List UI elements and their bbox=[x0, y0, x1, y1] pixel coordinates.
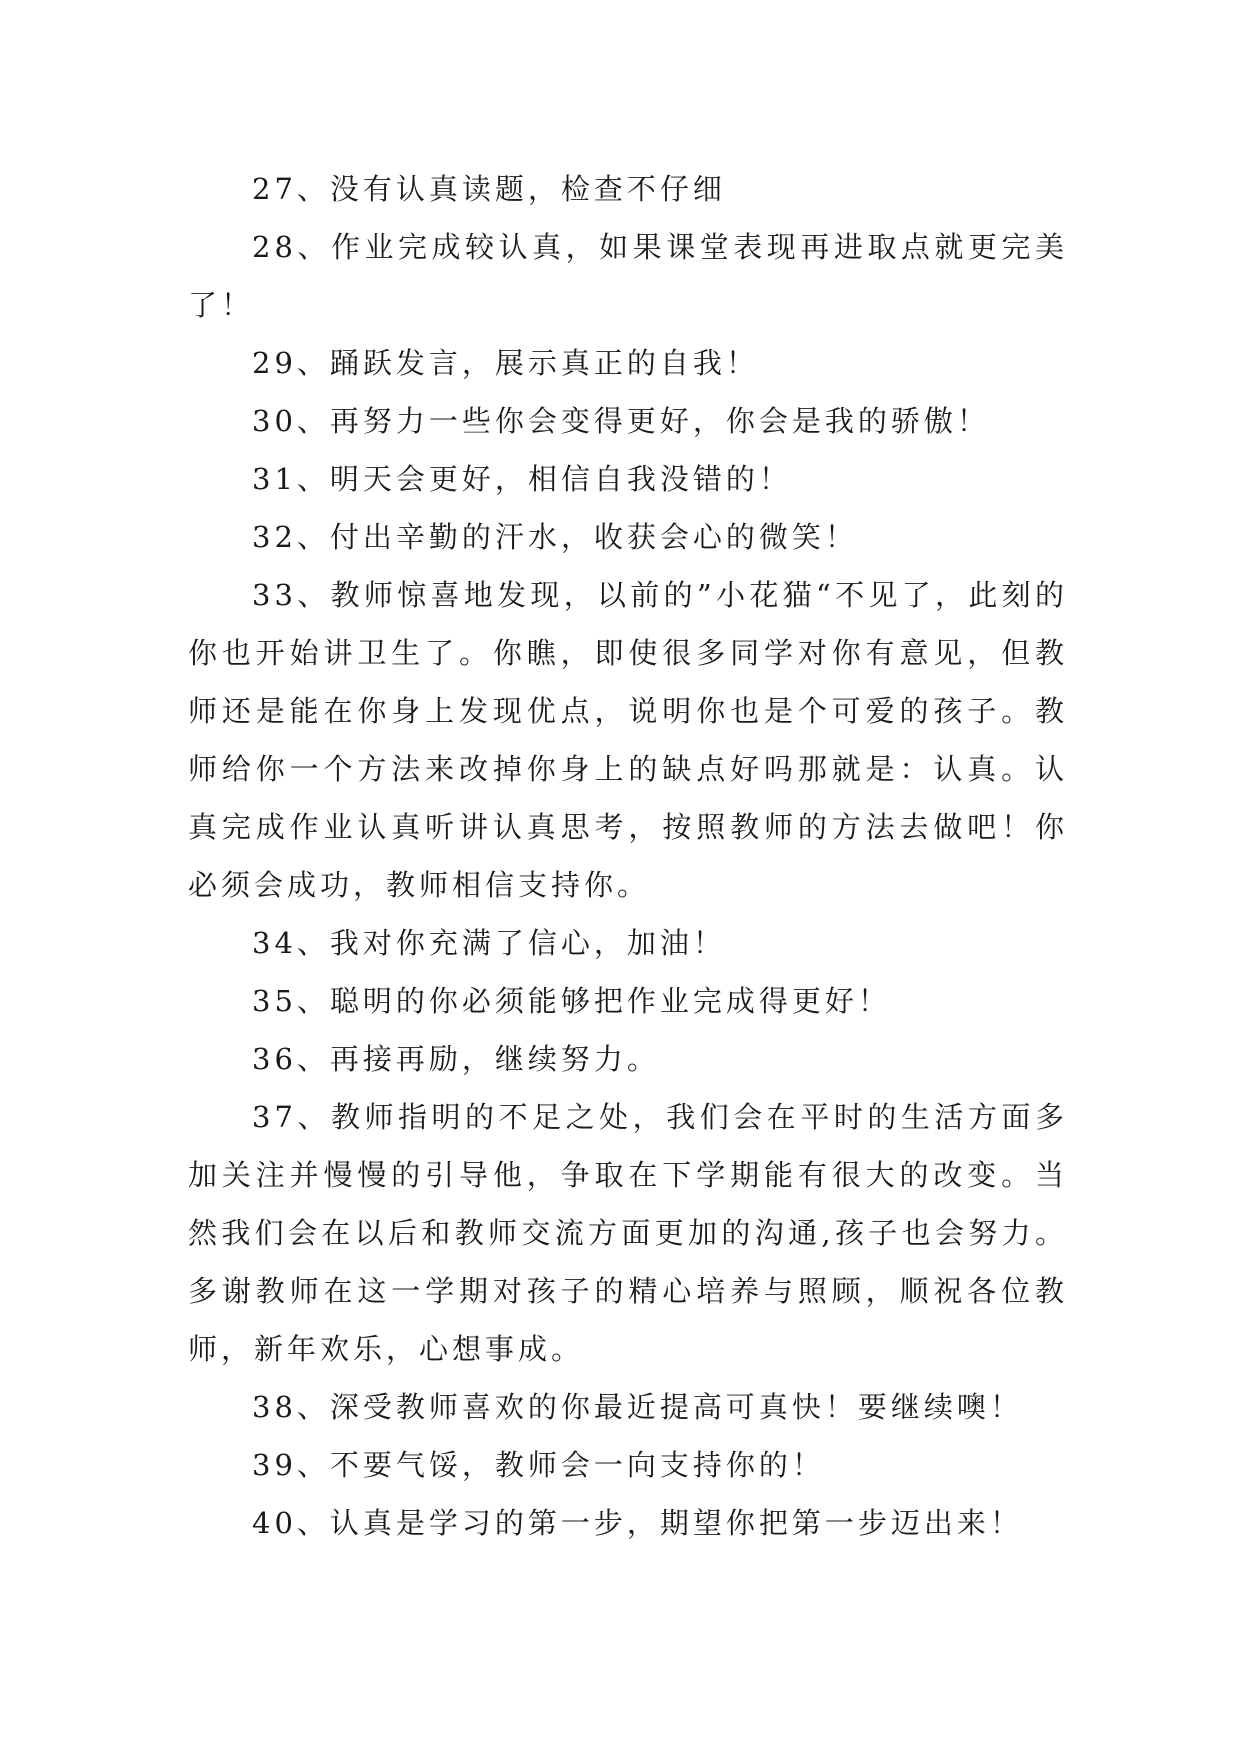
comment-paragraph-39: 39、不要气馁，教师会一向支持你的！ bbox=[252, 1448, 825, 1482]
comment-paragraph-34: 34、我对你充满了信心，加油！ bbox=[252, 926, 726, 960]
comment-paragraph-32: 32、付出辛勤的汗水，收获会心的微笑！ bbox=[252, 520, 858, 554]
comment-paragraph-27: 27、没有认真读题，检查不仔细 bbox=[252, 172, 726, 206]
comment-paragraph-28: 28、作业完成较认真，如果课堂表现再进取点就更完美了！ bbox=[188, 230, 1068, 322]
comment-paragraph-33: 33、教师惊喜地发现，以前的”小花猫“不见了，此刻的你也开始讲卫生了。你瞧，即使很多同学对你有意见，但教师还是能在你身上发现优点，说明你也是个可爱的孩子。教师给你一个方法来改掉你身上的缺点好吗那就是：认真。认真完成作业认真听讲认真思考，按照教师的方法去做吧！你必须会成功，教师相信支持你。 bbox=[188, 578, 1068, 902]
comment-paragraph-40: 40、认真是学习的第一步，期望你把第一步迈出来！ bbox=[252, 1506, 1023, 1540]
comment-paragraph-31: 31、明天会更好，相信自我没错的！ bbox=[252, 462, 792, 496]
comment-paragraph-35: 35、聪明的你必须能够把作业完成得更好！ bbox=[252, 984, 891, 1018]
comment-paragraph-36: 36、再接再励，继续努力。 bbox=[252, 1042, 660, 1076]
comment-paragraph-38: 38、深受教师喜欢的你最近提高可真快！要继续噢！ bbox=[252, 1390, 1023, 1424]
document-body bbox=[188, 160, 1068, 1552]
comment-paragraph-29: 29、踊跃发言，展示真正的自我！ bbox=[252, 346, 759, 380]
comment-paragraph-37: 37、教师指明的不足之处，我们会在平时的生活方面多加关注并慢慢的引导他，争取在下学期能有很大的改变。当然我们会在以后和教师交流方面更加的沟通,孩子也会努力。多谢教师在这一学期对孩子的精心培养与照顾，顺祝各位教师，新年欢乐，心想事成。 bbox=[188, 1100, 1068, 1366]
comment-paragraph-30: 30、再努力一些你会变得更好，你会是我的骄傲！ bbox=[252, 404, 990, 438]
